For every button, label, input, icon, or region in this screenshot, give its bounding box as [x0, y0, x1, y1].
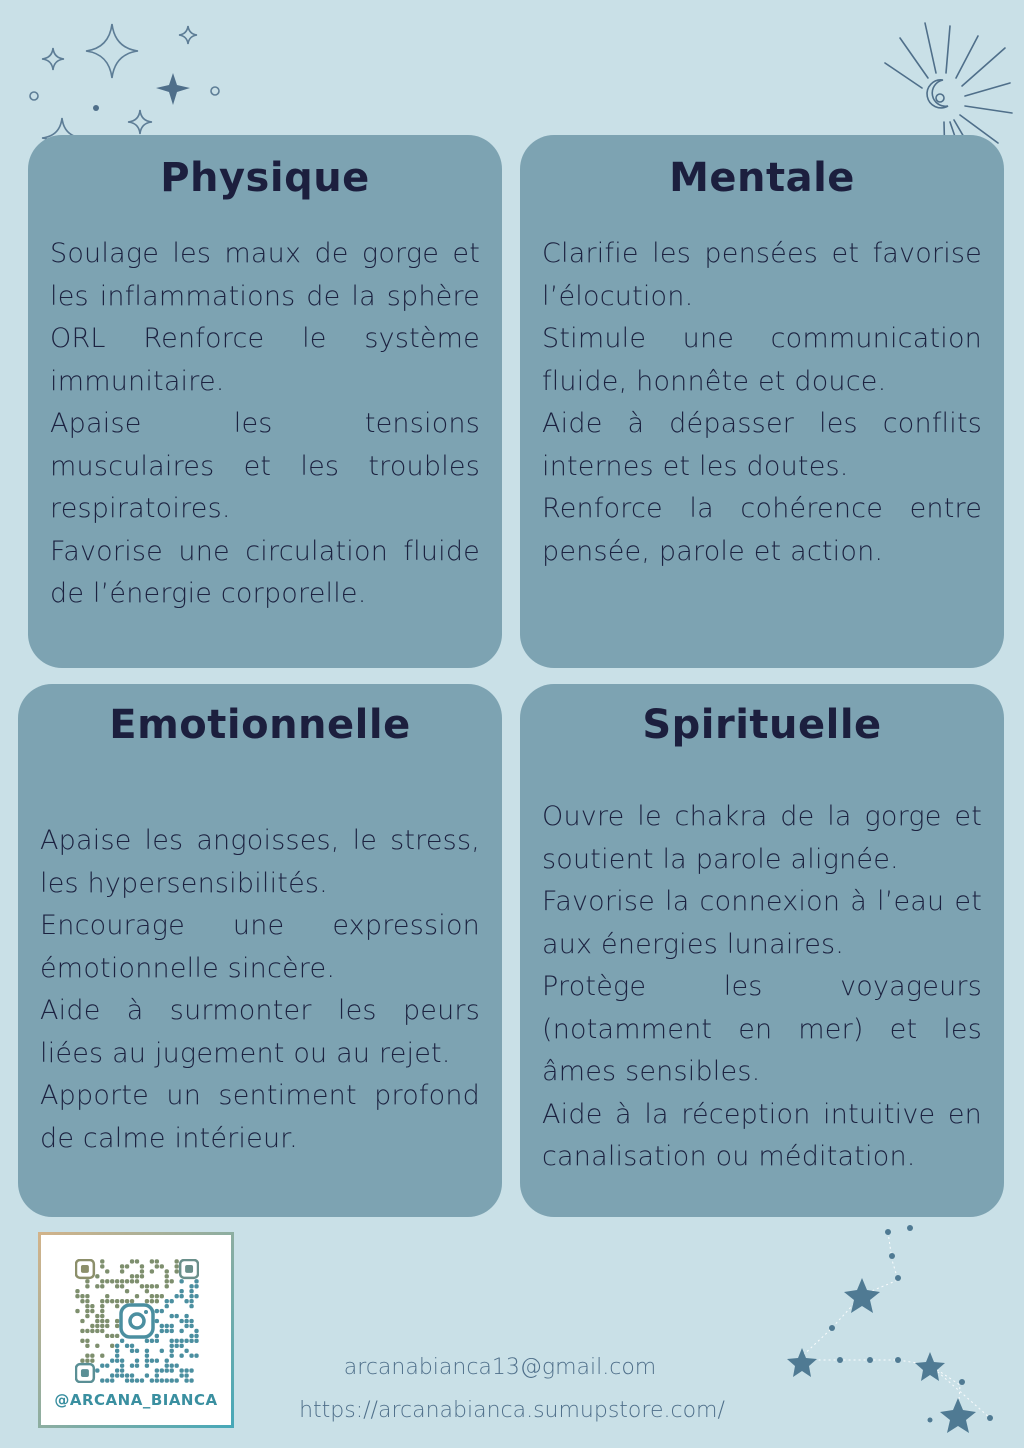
- instagram-icon: [121, 1305, 153, 1337]
- constellation-decoration: [780, 1220, 1010, 1438]
- card-title: Emotionnelle: [109, 702, 411, 748]
- card-paragraph: Favorise une circulation fluide de l’énergie corporelle.: [50, 535, 480, 609]
- card-title: Spirituelle: [642, 702, 882, 748]
- card-physique: [28, 135, 502, 668]
- card-title: Physique: [160, 155, 370, 201]
- card-paragraph: Apaise les angoisses, le stress, les hypersensibilités.: [40, 825, 480, 899]
- card-paragraph: Ouvre le chakra de la gorge et soutient la parole alignée.: [542, 801, 982, 875]
- qr-code-pattern: [75, 1259, 199, 1383]
- instagram-handle[interactable]: @ARCANA_BIANCA: [54, 1391, 218, 1409]
- card-title: Mentale: [669, 155, 855, 201]
- card-spirituelle: [520, 684, 1004, 1217]
- card-paragraph: Protège les voyageurs (notamment en mer) et les âmes sensibles.: [542, 971, 982, 1087]
- card-paragraph: Aide à la réception intuitive en canalisation ou méditation.: [542, 1098, 982, 1172]
- card-paragraph: Favorise la connexion à l’eau et aux énergies lunaires.: [542, 886, 982, 960]
- store-url-link[interactable]: https://arcanabianca.sumupstore.com/: [299, 1398, 725, 1423]
- card-body: [50, 233, 480, 616]
- card-paragraph: Clarifie les pensées et favorise l’élocution.: [542, 238, 982, 312]
- card-paragraph: Encourage une expression émotionnelle sincère.: [40, 910, 480, 984]
- card-body: [542, 796, 982, 1179]
- card-paragraph: Renforce la cohérence entre pensée, parole et action.: [542, 493, 982, 567]
- card-body: [542, 233, 982, 573]
- card-emotionnelle: [18, 684, 502, 1217]
- contact-email[interactable]: arcanabianca13@gmail.com: [343, 1355, 657, 1380]
- card-mentale: [520, 135, 1004, 668]
- instagram-qr-code[interactable]: [38, 1232, 234, 1428]
- card-paragraph: Stimule une communication fluide, honnête et douce.: [542, 323, 982, 397]
- card-paragraph: Soulage les maux de gorge et les inflammations de la sphère ORL Renforce le système immunitaire.: [50, 238, 480, 397]
- card-paragraph: Aide à dépasser les conflits internes et les doutes.: [542, 408, 982, 482]
- card-paragraph: Apporte un sentiment profond de calme intérieur.: [40, 1080, 480, 1154]
- card-paragraph: Aide à surmonter les peurs liées au jugement ou au rejet.: [40, 995, 480, 1069]
- card-body: [40, 820, 480, 1160]
- card-paragraph: Apaise les tensions musculaires et les troubles respiratoires.: [50, 408, 480, 524]
